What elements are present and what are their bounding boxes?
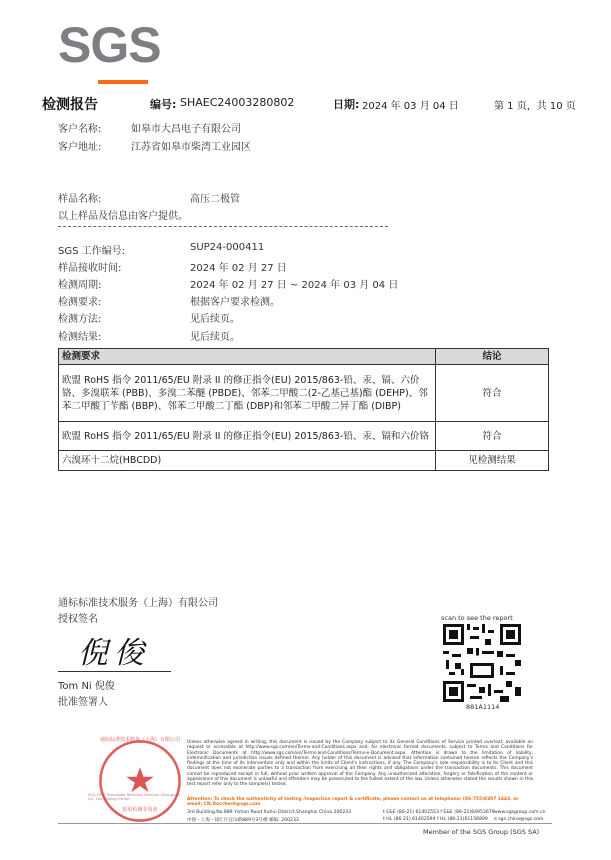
page-indicator: 第 1 页，共 10 页 [494, 101, 576, 112]
authenticity-notice: Attention: To check the authenticity of testing /inspection report & certificate, please contact us at telephone: (86-755)8307 1443, or email: CN.Doccheck@sgs.com [187, 797, 519, 808]
table-row [59, 365, 549, 422]
row-requirement: 六溴环十二烷(HBCDD) [59, 451, 436, 471]
handwritten-signature: 倪俊 [78, 636, 150, 671]
date-label: 日期: [333, 98, 360, 111]
table-row [59, 422, 549, 451]
number-label: 编号: [150, 98, 177, 111]
report-number: SHAEC24003280802 [180, 96, 295, 109]
receive-date-label: 样品接收时间: [58, 263, 122, 274]
test-method-label: 检测方法: [58, 314, 102, 325]
table-row [59, 451, 549, 471]
client-address: 江苏省如皋市柴湾工业园区 [131, 142, 251, 153]
company-name: 通标标准技术服务（上海）有限公司 [58, 598, 218, 609]
report-date: 2024 年 03 月 04 日 [362, 101, 459, 112]
client-name: 如皋市大昌电子有限公司 [131, 124, 241, 135]
member-text: Member of the SGS Group (SGS SA) [423, 828, 540, 836]
test-method: 见后续页。 [190, 314, 240, 325]
email[interactable]: e sgs.china@sgs.com [494, 817, 544, 822]
report-title: 检测报告 [42, 97, 98, 113]
sample-name-label: 样品名称: [58, 194, 102, 205]
logo-text: SGS [58, 17, 161, 73]
seal-company-en: SGS-CSTC Standards Technical Services (Shanghai) Co., Ltd. Testing Center [88, 793, 180, 801]
footer-divider [58, 823, 552, 824]
row-conclusion: 符合 [436, 422, 549, 451]
sample-note: 以上样品及信息由客户提供。 [58, 211, 188, 222]
address-en: 3rd Building,No.889 Yishan Road Xuhui District,Shanghai China 200233 [187, 810, 352, 815]
qr-code-icon[interactable] [443, 624, 521, 702]
test-period-label: 检测周期: [58, 280, 102, 291]
test-result: 见后续页。 [190, 332, 240, 343]
table-header [59, 349, 549, 365]
website[interactable]: www.sgsgroup.com.cn [494, 810, 546, 815]
test-period: 2024 年 02 月 27 日 ~ 2024 年 03 月 04 日 [190, 280, 399, 291]
sgs-logo [58, 17, 161, 73]
divider [58, 226, 388, 227]
requirements-table [58, 348, 549, 471]
qr-code-number: 881A1114 [466, 703, 500, 711]
row-conclusion: 见检测结果 [436, 451, 549, 471]
row-requirement: 欧盟 RoHS 指令 2011/65/EU 附录 II 的修正指令(EU) 2015/863-铅、汞、镉和六价铬 [59, 422, 436, 451]
sample-name: 高压二极管 [190, 194, 240, 205]
test-request: 根据客户要求检测。 [190, 297, 280, 308]
col-conclusion: 结论 [436, 349, 549, 365]
authorized-signature-label: 授权签名 [58, 614, 98, 625]
signer-name: Tom Ni 倪俊 [58, 681, 115, 692]
seal-text: 通标标准技术服务（上海）有限公司 [100, 737, 181, 743]
terms-text: Unless otherwise agreed in writing, this document is issued by the Company subject to its General Conditions of Service printed overleaf, available on request or accessible at http://www.sgs.com/en/Terms-and-Conditions.aspx and, for electronic format documents, subject to Terms and Conditions for Electronic Documents at http://www.sgs.com/en/Terms-and-Conditions/Terms-e-Document.aspx. Attention is drawn to the limitation of liability, indemnification and jurisdiction issues defined therein. Any holder of this document is advised that information contained hereon reflects the Company's findings at the time of its intervention only and within the limits of Client's instructions, if any. The Company's sole responsibility is to its Client and this document does not exonerate parties to a transaction from exercising all their rights and obligations under the transaction documents. This document cannot be reproduced except in full, without prior written approval of the Company. Any unauthorized alteration, forgery or falsification of the content or appearance of this document is unlawful and offenders may be prosecuted to the fullest extent of the law. Unless otherwise stated the results shown in this test report refer only to the sample(s) tested. [187, 740, 533, 788]
address-cn: 中国・上海・徐汇区宜山路889号3号楼 邮编: 200233 [187, 818, 299, 823]
receive-date: 2024 年 02 月 27 日 [190, 263, 287, 274]
row-requirement: 欧盟 RoHS 指令 2011/65/EU 附录 II 的修正指令(EU) 2015/863-铅、汞、镉、六价铬、多溴联苯 (PBB)、多溴二苯醚 (PBDE)、邻苯二甲酸二(2-乙基己基)酯 (DEHP)、邻苯二甲酸丁苄酯 (BBP)、邻苯二甲酸二丁酯 (DBP)和邻苯二甲酸二异丁酯 (DIBP) [59, 365, 436, 422]
job-number-label: SGS 工作编号: [58, 246, 125, 257]
seal-subtext: 检验检测专用章 [122, 807, 158, 813]
test-result-label: 检测结果: [58, 332, 102, 343]
signer-role: 批准签署人 [58, 697, 108, 708]
logo-accent-bar [98, 80, 148, 84]
signature-line [58, 671, 171, 672]
client-name-label: 客户名称: [58, 124, 102, 135]
client-address-label: 客户地址: [58, 142, 102, 153]
row-conclusion: 符合 [436, 365, 549, 422]
tel-en: t E&E (86-21) 61402553 f E&E (86-21)64953679 [383, 810, 495, 815]
qr-caption: scan to see the report [441, 614, 513, 622]
col-requirement: 检测要求 [59, 349, 436, 365]
tel-cn: t HL (86-21) 61402594 f HL (86-21)61156899 [383, 817, 488, 822]
job-number: SUP24-000411 [190, 242, 265, 253]
test-request-label: 检测要求: [58, 297, 102, 308]
